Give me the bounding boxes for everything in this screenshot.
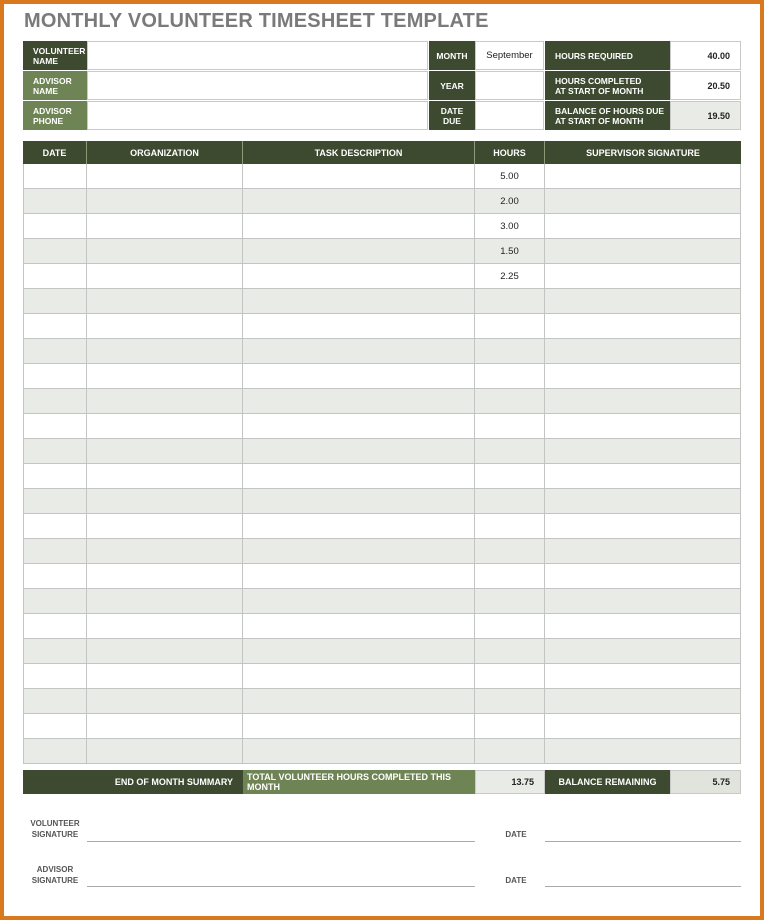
advisor-date-label: DATE bbox=[505, 876, 527, 885]
row-signature-cell[interactable] bbox=[545, 464, 741, 489]
row-organization-cell[interactable] bbox=[87, 714, 243, 739]
row-date-cell[interactable] bbox=[23, 189, 87, 214]
row-hours-cell[interactable] bbox=[475, 664, 545, 689]
row-hours-cell[interactable] bbox=[475, 714, 545, 739]
volunteer-signature-label: VOLUNTEER SIGNATURE bbox=[30, 819, 80, 839]
row-organization-cell[interactable] bbox=[87, 289, 243, 314]
month-field[interactable]: September bbox=[475, 41, 544, 70]
row-organization-cell[interactable] bbox=[87, 464, 243, 489]
row-signature-cell[interactable] bbox=[545, 314, 741, 339]
balance-due-label: BALANCE OF HOURS DUE AT START OF MONTH bbox=[545, 101, 670, 130]
volunteer-date-line[interactable] bbox=[545, 841, 741, 842]
row-hours-cell[interactable]: 1.50 bbox=[475, 239, 545, 264]
row-hours-cell[interactable]: 2.00 bbox=[475, 189, 545, 214]
row-organization-cell[interactable] bbox=[87, 589, 243, 614]
table-row bbox=[23, 564, 741, 589]
row-task-cell[interactable] bbox=[243, 264, 475, 289]
row-hours-cell[interactable] bbox=[475, 589, 545, 614]
year-field[interactable] bbox=[475, 71, 544, 100]
row-organization-cell[interactable] bbox=[87, 164, 243, 189]
table-row bbox=[23, 439, 741, 464]
header-organization: ORGANIZATION bbox=[87, 141, 243, 164]
row-hours-cell[interactable] bbox=[475, 364, 545, 389]
row-date-cell[interactable] bbox=[23, 689, 87, 714]
row-date-cell[interactable] bbox=[23, 539, 87, 564]
row-organization-cell[interactable] bbox=[87, 614, 243, 639]
row-hours-cell[interactable] bbox=[475, 439, 545, 464]
row-hours-cell[interactable] bbox=[475, 389, 545, 414]
row-date-cell[interactable] bbox=[23, 564, 87, 589]
advisor-phone-field[interactable] bbox=[87, 101, 428, 130]
row-date-cell[interactable] bbox=[23, 489, 87, 514]
row-hours-cell[interactable] bbox=[475, 464, 545, 489]
row-task-cell[interactable] bbox=[243, 189, 475, 214]
row-task-cell[interactable] bbox=[243, 714, 475, 739]
row-organization-cell[interactable] bbox=[87, 689, 243, 714]
row-organization-cell[interactable] bbox=[87, 214, 243, 239]
row-date-cell[interactable] bbox=[23, 164, 87, 189]
row-signature-cell[interactable] bbox=[545, 189, 741, 214]
total-hours-label: TOTAL VOLUNTEER HOURS COMPLETED THIS MONTH bbox=[243, 770, 475, 794]
row-date-cell[interactable] bbox=[23, 314, 87, 339]
row-hours-cell[interactable] bbox=[475, 414, 545, 439]
row-date-cell[interactable] bbox=[23, 264, 87, 289]
end-of-month-summary-label: END OF MONTH SUMMARY bbox=[23, 770, 243, 794]
row-task-cell[interactable] bbox=[243, 389, 475, 414]
row-hours-cell[interactable]: 2.25 bbox=[475, 264, 545, 289]
row-hours-cell[interactable] bbox=[475, 289, 545, 314]
year-label: YEAR bbox=[429, 71, 475, 100]
page-title: MONTHLY VOLUNTEER TIMESHEET TEMPLATE bbox=[24, 10, 489, 32]
row-signature-cell[interactable] bbox=[545, 739, 741, 764]
row-task-cell[interactable] bbox=[243, 564, 475, 589]
row-hours-cell[interactable] bbox=[475, 689, 545, 714]
table-row bbox=[23, 389, 741, 414]
row-hours-cell[interactable] bbox=[475, 614, 545, 639]
date-due-field[interactable] bbox=[475, 101, 544, 130]
row-task-cell[interactable] bbox=[243, 614, 475, 639]
table-row bbox=[23, 739, 741, 764]
row-signature-cell[interactable] bbox=[545, 289, 741, 314]
row-date-cell[interactable] bbox=[23, 289, 87, 314]
table-row bbox=[23, 189, 741, 214]
volunteer-date-label: DATE bbox=[505, 830, 527, 839]
row-date-cell[interactable] bbox=[23, 664, 87, 689]
row-organization-cell[interactable] bbox=[87, 664, 243, 689]
row-task-cell[interactable] bbox=[243, 214, 475, 239]
balance-remaining-label: BALANCE REMAINING bbox=[545, 770, 670, 794]
row-signature-cell[interactable] bbox=[545, 714, 741, 739]
row-signature-cell[interactable] bbox=[545, 664, 741, 689]
row-signature-cell[interactable] bbox=[545, 414, 741, 439]
advisor-signature-line[interactable] bbox=[87, 886, 475, 887]
row-hours-cell[interactable] bbox=[475, 314, 545, 339]
row-signature-cell[interactable] bbox=[545, 364, 741, 389]
row-date-cell[interactable] bbox=[23, 714, 87, 739]
row-task-cell[interactable] bbox=[243, 689, 475, 714]
advisor-name-field[interactable] bbox=[87, 71, 428, 100]
row-task-cell[interactable] bbox=[243, 414, 475, 439]
row-date-cell[interactable] bbox=[23, 414, 87, 439]
row-organization-cell[interactable] bbox=[87, 539, 243, 564]
row-signature-cell[interactable] bbox=[545, 639, 741, 664]
row-task-cell[interactable] bbox=[243, 464, 475, 489]
row-organization-cell[interactable] bbox=[87, 439, 243, 464]
hours-required-value[interactable]: 40.00 bbox=[670, 41, 741, 70]
table-row bbox=[23, 489, 741, 514]
row-hours-cell[interactable] bbox=[475, 489, 545, 514]
row-signature-cell[interactable] bbox=[545, 689, 741, 714]
row-date-cell[interactable] bbox=[23, 589, 87, 614]
table-row bbox=[23, 214, 741, 239]
row-task-cell[interactable] bbox=[243, 314, 475, 339]
balance-remaining-value: 5.75 bbox=[670, 770, 741, 794]
row-hours-cell[interactable] bbox=[475, 339, 545, 364]
row-signature-cell[interactable] bbox=[545, 589, 741, 614]
row-signature-cell[interactable] bbox=[545, 214, 741, 239]
advisor-phone-label: ADVISOR PHONE bbox=[23, 101, 87, 130]
header-supervisor-signature: SUPERVISOR SIGNATURE bbox=[545, 141, 741, 164]
row-signature-cell[interactable] bbox=[545, 389, 741, 414]
row-task-cell[interactable] bbox=[243, 289, 475, 314]
month-label: MONTH bbox=[429, 41, 475, 70]
row-task-cell[interactable] bbox=[243, 439, 475, 464]
header-task-description: TASK DESCRIPTION bbox=[243, 141, 475, 164]
advisor-name-label: ADVISOR NAME bbox=[23, 71, 87, 100]
row-organization-cell[interactable] bbox=[87, 264, 243, 289]
row-task-cell[interactable] bbox=[243, 164, 475, 189]
advisor-date-line[interactable] bbox=[545, 886, 741, 887]
table-row bbox=[23, 164, 741, 189]
table-row bbox=[23, 664, 741, 689]
row-date-cell[interactable] bbox=[23, 739, 87, 764]
volunteer-signature-line[interactable] bbox=[87, 841, 475, 842]
row-signature-cell[interactable] bbox=[545, 614, 741, 639]
table-row bbox=[23, 614, 741, 639]
row-organization-cell[interactable] bbox=[87, 489, 243, 514]
row-signature-cell[interactable] bbox=[545, 564, 741, 589]
header-hours: HOURS bbox=[475, 141, 545, 164]
row-organization-cell[interactable] bbox=[87, 189, 243, 214]
table-row bbox=[23, 639, 741, 664]
row-date-cell[interactable] bbox=[23, 614, 87, 639]
row-organization-cell[interactable] bbox=[87, 639, 243, 664]
table-row bbox=[23, 364, 741, 389]
row-task-cell[interactable] bbox=[243, 639, 475, 664]
table-row bbox=[23, 239, 741, 264]
row-date-cell[interactable] bbox=[23, 239, 87, 264]
row-hours-cell[interactable] bbox=[475, 539, 545, 564]
table-row bbox=[23, 589, 741, 614]
table-row bbox=[23, 289, 741, 314]
row-hours-cell[interactable] bbox=[475, 639, 545, 664]
date-due-label: DATE DUE bbox=[429, 101, 475, 130]
row-hours-cell[interactable] bbox=[475, 739, 545, 764]
row-date-cell[interactable] bbox=[23, 339, 87, 364]
table-row bbox=[23, 464, 741, 489]
row-organization-cell[interactable] bbox=[87, 564, 243, 589]
row-organization-cell[interactable] bbox=[87, 364, 243, 389]
row-signature-cell[interactable] bbox=[545, 439, 741, 464]
row-task-cell[interactable] bbox=[243, 514, 475, 539]
row-date-cell[interactable] bbox=[23, 389, 87, 414]
row-task-cell[interactable] bbox=[243, 539, 475, 564]
row-task-cell[interactable] bbox=[243, 489, 475, 514]
volunteer-name-label: VOLUNTEER NAME bbox=[23, 41, 87, 70]
row-signature-cell[interactable] bbox=[545, 514, 741, 539]
table-row bbox=[23, 314, 741, 339]
row-organization-cell[interactable] bbox=[87, 339, 243, 364]
hours-completed-label: HOURS COMPLETED AT START OF MONTH bbox=[545, 71, 670, 100]
row-hours-cell[interactable]: 3.00 bbox=[475, 214, 545, 239]
total-hours-value: 13.75 bbox=[475, 770, 545, 794]
row-signature-cell[interactable] bbox=[545, 239, 741, 264]
table-row bbox=[23, 339, 741, 364]
row-task-cell[interactable] bbox=[243, 239, 475, 264]
balance-due-value: 19.50 bbox=[670, 101, 741, 130]
row-signature-cell[interactable] bbox=[545, 489, 741, 514]
advisor-signature-label: ADVISOR SIGNATURE bbox=[31, 865, 79, 885]
table-row bbox=[23, 539, 741, 564]
row-organization-cell[interactable] bbox=[87, 739, 243, 764]
row-date-cell[interactable] bbox=[23, 214, 87, 239]
row-signature-cell[interactable] bbox=[545, 164, 741, 189]
row-task-cell[interactable] bbox=[243, 589, 475, 614]
row-date-cell[interactable] bbox=[23, 439, 87, 464]
table-row bbox=[23, 514, 741, 539]
table-row bbox=[23, 714, 741, 739]
row-date-cell[interactable] bbox=[23, 464, 87, 489]
row-organization-cell[interactable] bbox=[87, 414, 243, 439]
row-date-cell[interactable] bbox=[23, 514, 87, 539]
row-hours-cell[interactable] bbox=[475, 564, 545, 589]
volunteer-name-field[interactable] bbox=[87, 41, 428, 70]
row-task-cell[interactable] bbox=[243, 364, 475, 389]
table-row bbox=[23, 414, 741, 439]
timesheet-rows bbox=[23, 164, 741, 764]
hours-completed-value[interactable]: 20.50 bbox=[670, 71, 741, 100]
row-hours-cell[interactable] bbox=[475, 514, 545, 539]
row-organization-cell[interactable] bbox=[87, 389, 243, 414]
row-signature-cell[interactable] bbox=[545, 264, 741, 289]
table-row bbox=[23, 264, 741, 289]
row-task-cell[interactable] bbox=[243, 664, 475, 689]
row-organization-cell[interactable] bbox=[87, 314, 243, 339]
hours-required-label: HOURS REQUIRED bbox=[545, 41, 670, 70]
row-hours-cell[interactable]: 5.00 bbox=[475, 164, 545, 189]
row-signature-cell[interactable] bbox=[545, 339, 741, 364]
row-signature-cell[interactable] bbox=[545, 539, 741, 564]
row-task-cell[interactable] bbox=[243, 339, 475, 364]
table-row bbox=[23, 689, 741, 714]
row-date-cell[interactable] bbox=[23, 364, 87, 389]
row-date-cell[interactable] bbox=[23, 639, 87, 664]
row-organization-cell[interactable] bbox=[87, 514, 243, 539]
row-task-cell[interactable] bbox=[243, 739, 475, 764]
row-organization-cell[interactable] bbox=[87, 239, 243, 264]
header-date: DATE bbox=[23, 141, 87, 164]
